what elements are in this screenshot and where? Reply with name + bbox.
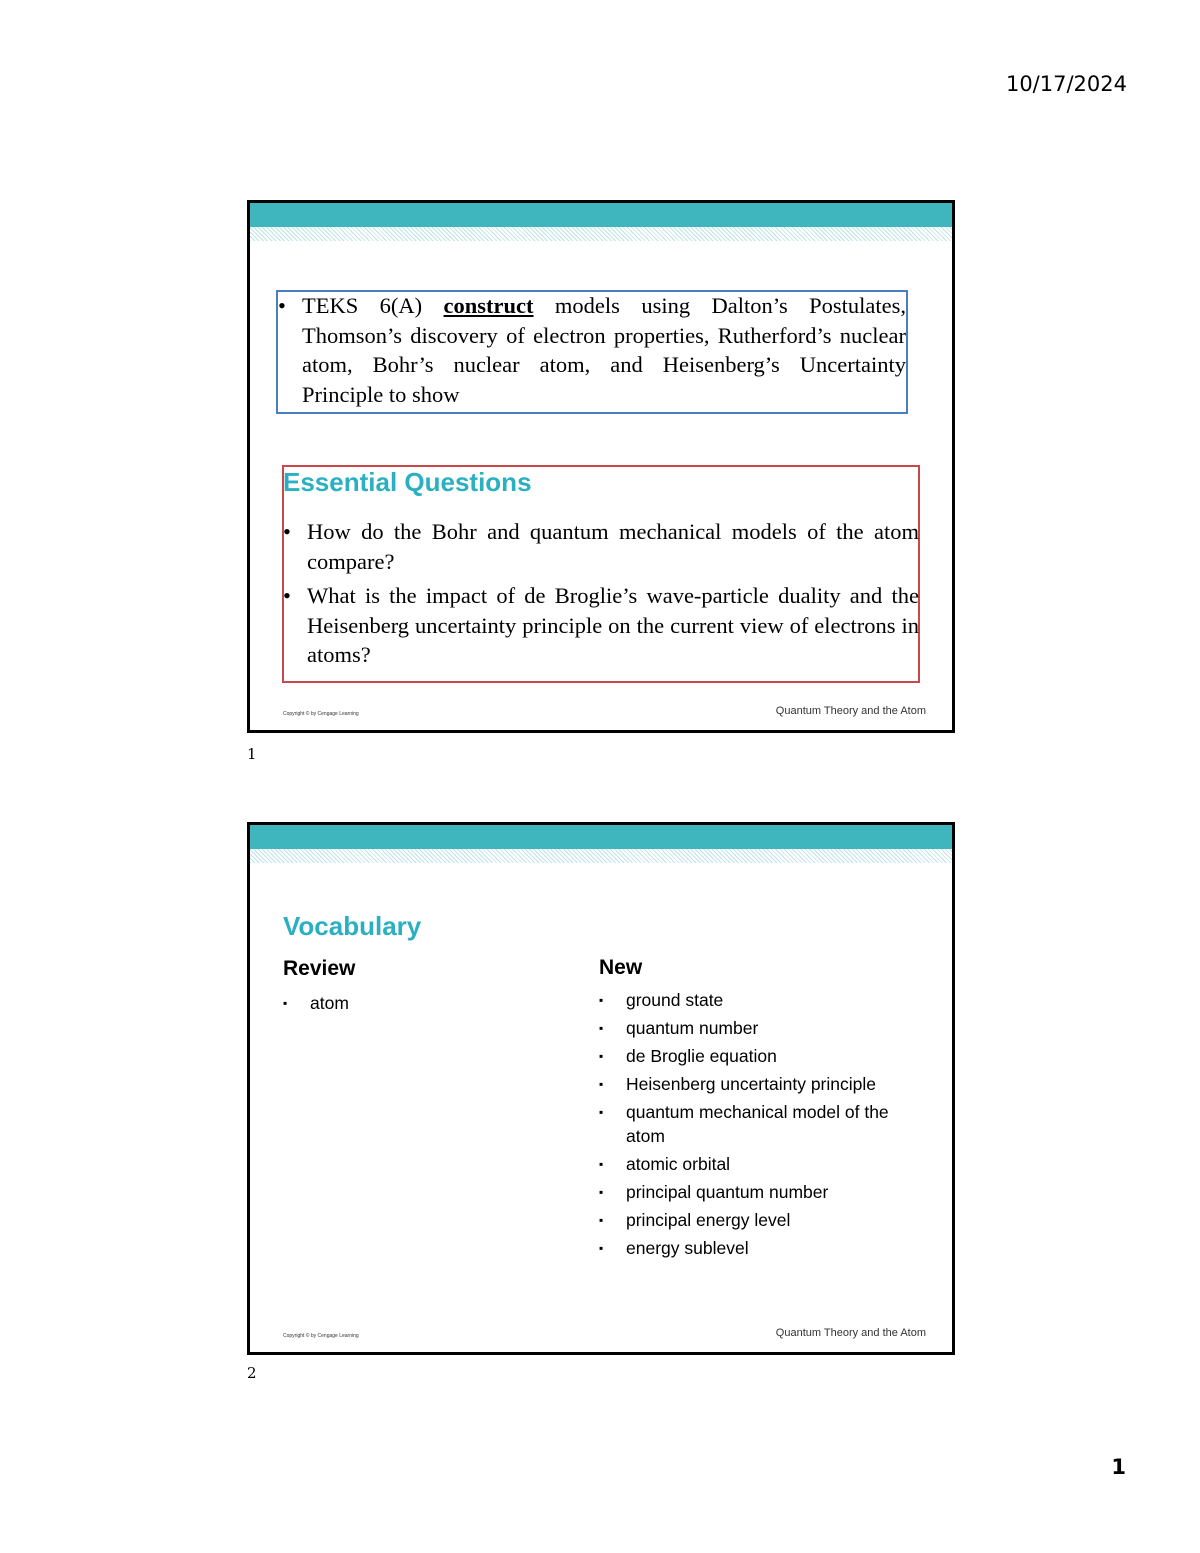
list-item: ▪ principal quantum number bbox=[599, 1182, 829, 1202]
bullet-icon: ▪ bbox=[599, 1105, 604, 1119]
slide-copyright: Copyright © by Cengage Learning bbox=[283, 1333, 359, 1339]
list-item: ▪ principal energy level bbox=[599, 1210, 791, 1230]
teks-statement bbox=[278, 291, 906, 409]
slide-header-band bbox=[250, 203, 952, 227]
document-date: 10/17/2024 bbox=[1005, 72, 1127, 96]
slide-2 bbox=[247, 822, 955, 1355]
bullet-icon: ▪ bbox=[599, 1213, 604, 1227]
teks-prefix: TEKS 6(A) bbox=[302, 293, 444, 318]
slide-footer-title: Quantum Theory and the Atom bbox=[775, 1327, 926, 1339]
bullet-icon: ▪ bbox=[599, 1241, 604, 1255]
bullet-icon: ▪ bbox=[599, 1077, 604, 1091]
new-list bbox=[599, 988, 919, 1264]
list-item: ▪ ground state bbox=[599, 990, 724, 1010]
bullet-icon: • bbox=[283, 519, 291, 544]
bullet-icon: ▪ bbox=[599, 1049, 604, 1063]
list-item: ▪ quantum mechanical model of the atom bbox=[599, 1102, 889, 1146]
slide-number: 2 bbox=[247, 1364, 257, 1382]
bullet-icon: ▪ bbox=[599, 993, 604, 1007]
list-item: • What is the impact of de Broglie’s wave-particle duality and the Heisenberg uncertainty principle on the current view of electrons in atoms? bbox=[283, 581, 919, 670]
vocabulary-title: Vocabulary bbox=[283, 911, 422, 941]
bullet-icon: ▪ bbox=[599, 1021, 604, 1035]
slide-copyright: Copyright © by Cengage Learning bbox=[283, 711, 359, 717]
bullet-icon: ▪ bbox=[283, 996, 288, 1010]
list-item: ▪ Heisenberg uncertainty principle bbox=[599, 1074, 876, 1094]
list-item: • How do the Bohr and quantum mechanical models of the atom compare? bbox=[283, 517, 919, 576]
teks-rest: models using Dalton’s Postulates, Thomson’s discovery of electron properties, Rutherford’s nuclear atom, Bohr’s nuclear atom, and Heisenberg’s Uncertainty Principle to show bbox=[302, 293, 907, 407]
essential-questions-list bbox=[283, 517, 919, 675]
review-heading: Review bbox=[283, 957, 356, 980]
slide-number: 1 bbox=[247, 745, 257, 763]
list-item: ▪ atomic orbital bbox=[599, 1154, 731, 1174]
bullet-icon: ▪ bbox=[599, 1185, 604, 1199]
list-item: ▪ energy sublevel bbox=[599, 1238, 749, 1258]
slide-1 bbox=[247, 200, 955, 733]
essential-questions-title: Essential Questions bbox=[283, 467, 532, 497]
bullet-icon: • bbox=[278, 293, 286, 318]
new-heading: New bbox=[599, 956, 643, 979]
slide-header-hatch bbox=[250, 849, 952, 863]
bullet-icon: ▪ bbox=[599, 1157, 604, 1171]
review-list bbox=[283, 991, 563, 1019]
list-item: ▪ de Broglie equation bbox=[599, 1046, 777, 1066]
bullet-icon: • bbox=[283, 583, 291, 608]
list-item: ▪ atom bbox=[283, 993, 349, 1013]
teks-emphasis: construct bbox=[443, 293, 534, 318]
page-number: 1 bbox=[1111, 1455, 1126, 1479]
slide-header-band bbox=[250, 825, 952, 849]
list-item: ▪ quantum number bbox=[599, 1018, 759, 1038]
slide-footer-title: Quantum Theory and the Atom bbox=[775, 705, 926, 717]
slide-header-hatch bbox=[250, 227, 952, 241]
